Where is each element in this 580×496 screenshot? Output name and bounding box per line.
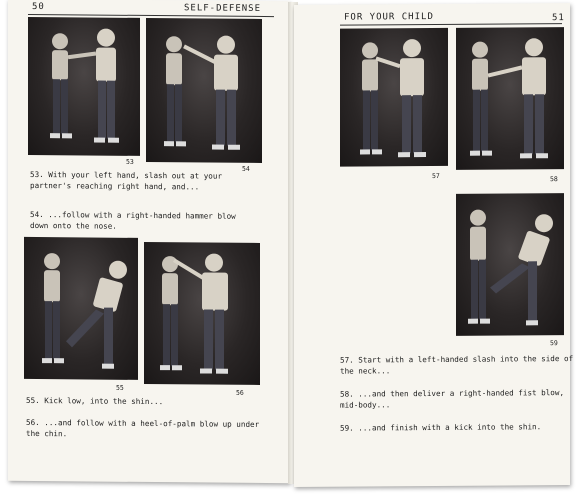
caption-line: 53. With your left hand, slash out at your [30, 169, 223, 181]
photo-55 [24, 237, 138, 380]
book-spread [2, 0, 576, 492]
caption-line: 56. ...and follow with a heel-of-palm blow up under [26, 417, 260, 429]
caption-line: 54. ...follow with a right-handed hammer blow [30, 209, 236, 221]
children-figure-illustration [456, 193, 564, 336]
photo-58 [456, 27, 564, 170]
caption-54 [30, 209, 236, 233]
caption-line: the neck... [340, 366, 391, 376]
children-figure-illustration [28, 17, 140, 156]
figure-number: 59 [550, 339, 558, 348]
caption-line: 57. Start with a left-handed slash into the side of [340, 354, 574, 365]
running-head: SELF-DEFENSE [184, 3, 262, 14]
figure-number: 56 [236, 388, 244, 397]
caption-58 [340, 387, 564, 411]
header-rule [340, 23, 562, 26]
photo-59 [456, 193, 564, 336]
children-figure-illustration [456, 27, 564, 170]
page-number: 51 [552, 13, 565, 24]
photo-54 [146, 18, 262, 163]
caption-line: mid-body... [340, 400, 391, 410]
caption-56 [26, 417, 259, 441]
photo-53 [28, 17, 140, 156]
caption-55 [26, 395, 163, 407]
caption-59 [340, 421, 541, 433]
caption-line: the chin. [26, 428, 68, 439]
caption-line: 55. Kick low, into the shin... [26, 395, 164, 407]
caption-line: 58. ...and then deliver a right-handed fist blow, [340, 388, 565, 399]
caption-line: 59. ...and finish with a kick into the shin. [340, 422, 542, 433]
figure-number: 57 [432, 171, 440, 180]
photo-57 [340, 28, 448, 167]
children-figure-illustration [24, 237, 138, 380]
children-figure-illustration [144, 242, 260, 385]
caption-line: partner's reaching right hand, and... [30, 180, 200, 192]
caption-53 [30, 169, 222, 193]
caption-line: down onto the nose. [30, 220, 117, 231]
children-figure-illustration [146, 18, 262, 163]
children-figure-illustration [340, 28, 448, 167]
left-page [8, 0, 290, 483]
right-page [294, 3, 574, 487]
running-head: FOR YOUR CHILD [344, 11, 434, 23]
figure-number: 54 [242, 164, 250, 173]
page-number: 50 [32, 1, 45, 13]
caption-57 [340, 353, 573, 377]
figure-number: 58 [550, 175, 558, 184]
figure-number: 55 [116, 383, 124, 392]
photo-56 [144, 242, 260, 385]
figure-number: 53 [126, 157, 134, 166]
